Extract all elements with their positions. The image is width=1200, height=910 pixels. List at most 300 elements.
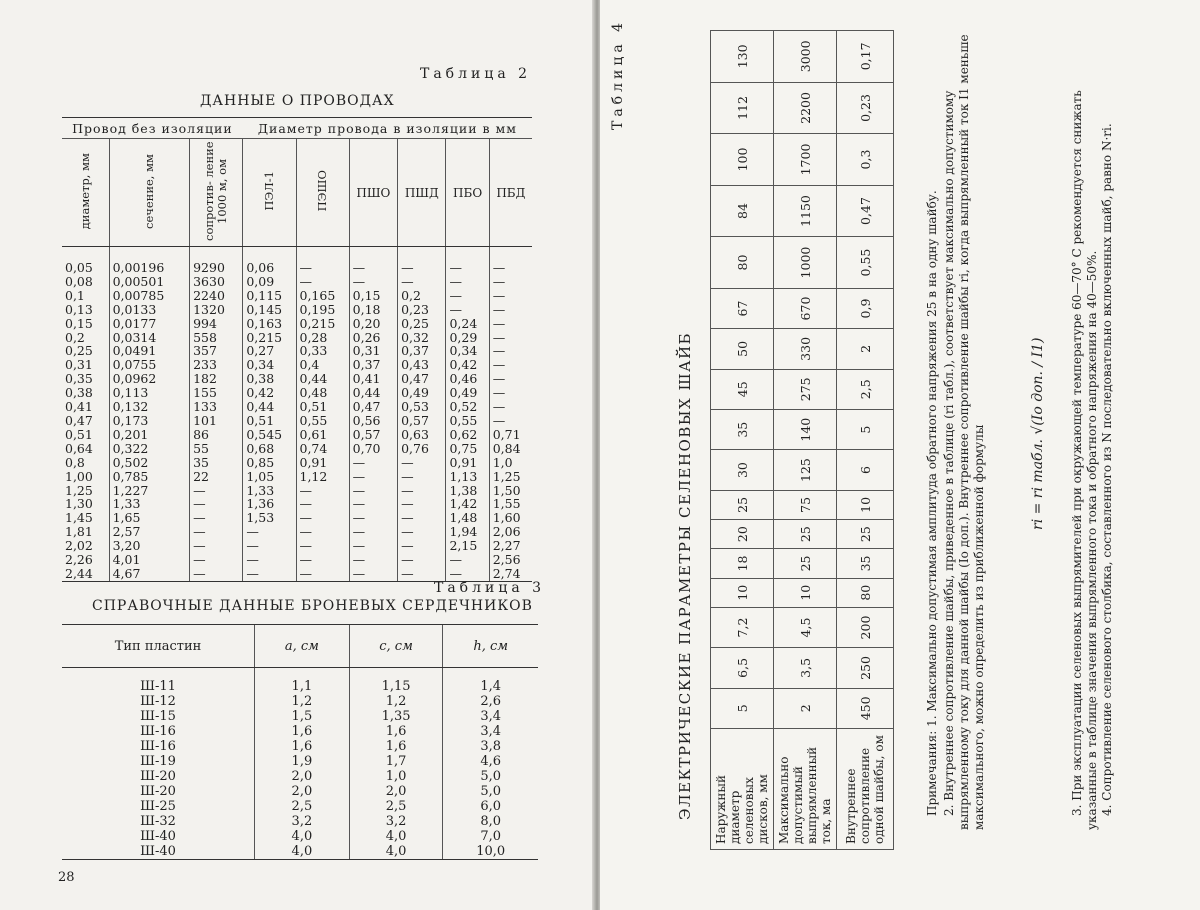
table-cell: — bbox=[489, 331, 532, 345]
table-cell: 2,27 bbox=[489, 539, 532, 553]
table-cell: 0,42 bbox=[243, 386, 296, 400]
table-cell: 1,6 bbox=[255, 724, 350, 739]
table-cell: 670 bbox=[774, 288, 837, 328]
table-cell: 84 bbox=[711, 185, 774, 237]
table-row bbox=[62, 247, 532, 275]
table-cell: 0,132 bbox=[109, 400, 190, 414]
table-cell: 0,91 bbox=[446, 456, 489, 470]
table-cell: 0,64 bbox=[65, 440, 93, 456]
table-cell: Ш-16 bbox=[140, 724, 176, 739]
table-cell: 0,33 bbox=[296, 344, 349, 358]
table-cell: — bbox=[190, 539, 243, 553]
notes bbox=[925, 30, 989, 830]
group-header-bare-wire: Провод без изоляции bbox=[62, 118, 243, 139]
table-cell: 80 bbox=[837, 578, 894, 607]
table-cell: 18 bbox=[711, 549, 774, 578]
table-cell: 3,2 bbox=[255, 814, 350, 829]
table-cell: 0,18 bbox=[349, 303, 397, 317]
table-cell: — bbox=[398, 484, 446, 498]
table-row bbox=[62, 275, 532, 289]
table-cell: Внутреннее сопротивление одной шайбы, ом bbox=[837, 729, 894, 850]
table-cell: — bbox=[349, 525, 397, 539]
table-cell: 0,0314 bbox=[109, 331, 190, 345]
table-cell: 0,0491 bbox=[109, 344, 190, 358]
table-cell: 3,4 bbox=[443, 724, 538, 739]
table-cell: 0,13 bbox=[65, 301, 93, 317]
table-cell: 0,47 bbox=[349, 400, 397, 414]
table-row bbox=[62, 553, 532, 567]
table-cell: 5,0 bbox=[443, 784, 538, 799]
table-cell: — bbox=[190, 484, 243, 498]
table-row bbox=[62, 358, 532, 372]
column-header bbox=[109, 139, 190, 247]
table-cell: 7,2 bbox=[711, 607, 774, 647]
table-cell: 4,0 bbox=[349, 844, 443, 860]
table-row bbox=[62, 784, 538, 799]
table-cell: 2,74 bbox=[489, 567, 532, 581]
table-cell: 233 bbox=[190, 358, 243, 372]
table-cell: Наружный диаметр селеновых дисков, мм bbox=[711, 729, 774, 850]
table-cell: 0,44 bbox=[243, 400, 296, 414]
table-cell: 0,9 bbox=[837, 288, 894, 328]
rotated-content bbox=[600, 0, 1200, 910]
table-cell: 2,0 bbox=[349, 784, 443, 799]
table-row bbox=[62, 484, 532, 498]
table-cell: 0,76 bbox=[398, 442, 446, 456]
table-cell: 0,62 bbox=[446, 428, 489, 442]
table-cell: 1,15 bbox=[349, 668, 443, 695]
table-cell: 0,44 bbox=[296, 372, 349, 386]
table-cell: 0,53 bbox=[398, 400, 446, 414]
table-cell: 0,115 bbox=[243, 289, 296, 303]
table3-core-data bbox=[62, 624, 538, 860]
table-cell: 1,53 bbox=[243, 511, 296, 525]
table-cell: 80 bbox=[711, 237, 774, 289]
table-cell: 3,20 bbox=[109, 539, 190, 553]
table-cell: 4,0 bbox=[349, 829, 443, 844]
table-cell: 0,165 bbox=[296, 289, 349, 303]
table-cell: Ш-19 bbox=[140, 754, 176, 769]
table-cell: 0,15 bbox=[65, 315, 93, 331]
table-cell: 0,47 bbox=[398, 372, 446, 386]
table-cell: 0,49 bbox=[398, 386, 446, 400]
table-cell: 0,37 bbox=[349, 358, 397, 372]
table-cell: 10,0 bbox=[443, 844, 538, 860]
table-cell: 1,9 bbox=[255, 754, 350, 769]
table-cell: 0,44 bbox=[349, 386, 397, 400]
table-cell: 0,52 bbox=[446, 400, 489, 414]
table-cell: 0,215 bbox=[243, 331, 296, 345]
table-cell: 0,00501 bbox=[109, 275, 190, 289]
table-cell: 0,8 bbox=[65, 454, 85, 470]
table-cell: 2 bbox=[774, 688, 837, 728]
table-row bbox=[774, 31, 837, 850]
table-cell: 75 bbox=[774, 490, 837, 519]
table-cell: 0,55 bbox=[446, 414, 489, 428]
table-cell: 0,42 bbox=[446, 358, 489, 372]
table-cell: — bbox=[489, 303, 532, 317]
note-2: 2. Внутреннее сопротивление шайбы, приведенное в таблице (ri табл.), соответствует максимально допустимому выпрямленному току для данной шайбы (Io доп.). Внутреннее сопротивление шайбы ri, когда выпрямленный ток I1 меньше максимального, можно определить из приближенной формулы bbox=[942, 34, 986, 830]
table-cell: 1,05 bbox=[243, 470, 296, 484]
table-row bbox=[62, 414, 532, 428]
table-cell: 4,5 bbox=[774, 607, 837, 647]
column-header-h: h, см bbox=[443, 625, 538, 668]
table-row bbox=[62, 814, 538, 829]
table-row bbox=[62, 799, 538, 814]
table-cell: 0,34 bbox=[243, 358, 296, 372]
table-cell: 0,163 bbox=[243, 317, 296, 331]
table-cell: — bbox=[398, 247, 446, 275]
table4-caption: Таблица 4 bbox=[610, 18, 626, 130]
table-cell: 1,2 bbox=[349, 694, 443, 709]
table-cell: 450 bbox=[837, 688, 894, 728]
table-cell: — bbox=[489, 275, 532, 289]
table-cell: 6,5 bbox=[711, 648, 774, 688]
table-cell: — bbox=[296, 247, 349, 275]
table-row bbox=[62, 317, 532, 331]
table-cell: 0,15 bbox=[349, 289, 397, 303]
table-cell: Ш-11 bbox=[140, 679, 176, 694]
table3-body bbox=[62, 668, 538, 860]
table-cell: 2240 bbox=[190, 289, 243, 303]
table-cell: 200 bbox=[837, 607, 894, 647]
table2-body bbox=[62, 247, 532, 582]
table-cell: 22 bbox=[190, 470, 243, 484]
table-cell: — bbox=[489, 247, 532, 275]
table-cell: — bbox=[489, 372, 532, 386]
table-cell: 1,1 bbox=[255, 668, 350, 695]
left-page bbox=[0, 0, 597, 910]
table-cell: 0,322 bbox=[109, 442, 190, 456]
table-cell: 0,3 bbox=[837, 134, 894, 186]
page-number: 28 bbox=[58, 870, 75, 885]
group-header-insulated-wire: Диаметр провода в изоляции в мм bbox=[243, 118, 532, 139]
table-cell: — bbox=[296, 484, 349, 498]
table3-header-row bbox=[62, 625, 538, 668]
table-cell: 1,35 bbox=[349, 709, 443, 724]
table-cell: — bbox=[296, 553, 349, 567]
table-cell: 35 bbox=[711, 409, 774, 449]
table-cell: 50 bbox=[711, 329, 774, 369]
table-cell: 25 bbox=[837, 520, 894, 549]
table-cell: 1,4 bbox=[443, 668, 538, 695]
table-cell: 3,8 bbox=[443, 739, 538, 754]
table-cell: 0,06 bbox=[243, 247, 296, 275]
table-cell: 0,145 bbox=[243, 303, 296, 317]
table-row bbox=[62, 400, 532, 414]
table-cell: 7,0 bbox=[443, 829, 538, 844]
table-cell: — bbox=[489, 414, 532, 428]
table-cell: 100 bbox=[711, 134, 774, 186]
table-cell: 357 bbox=[190, 344, 243, 358]
table-cell: Ш-20 bbox=[140, 784, 176, 799]
table-cell: 1,48 bbox=[446, 511, 489, 525]
table-cell: 0,37 bbox=[398, 344, 446, 358]
table-cell: 0,84 bbox=[489, 442, 532, 456]
table-cell: 0,51 bbox=[65, 426, 93, 442]
table-cell: — bbox=[296, 275, 349, 289]
table-cell: — bbox=[296, 497, 349, 511]
table-cell: 1,38 bbox=[446, 484, 489, 498]
table-cell: — bbox=[243, 525, 296, 539]
column-header-section: сечение, мм bbox=[141, 153, 156, 229]
table-cell: 1,00 bbox=[65, 468, 93, 484]
column-header bbox=[190, 139, 243, 247]
table-cell: 558 bbox=[190, 331, 243, 345]
table-cell: 0,201 bbox=[109, 428, 190, 442]
column-header-pesho: ПЭШО bbox=[315, 170, 330, 212]
table-cell: 25 bbox=[774, 520, 837, 549]
table-cell: — bbox=[398, 511, 446, 525]
table-cell: — bbox=[349, 511, 397, 525]
table-cell: 0,173 bbox=[109, 414, 190, 428]
table-cell: 0,09 bbox=[243, 275, 296, 289]
table-row bbox=[711, 31, 774, 850]
table-cell: 5 bbox=[837, 409, 894, 449]
table-cell: — bbox=[489, 358, 532, 372]
table-cell: 35 bbox=[837, 549, 894, 578]
table-cell: 0,48 bbox=[296, 386, 349, 400]
right-page bbox=[600, 0, 1200, 910]
table-cell: 2,15 bbox=[446, 539, 489, 553]
table-cell: 0,57 bbox=[349, 428, 397, 442]
table-cell: 0,28 bbox=[296, 331, 349, 345]
table-cell: 4,67 bbox=[109, 567, 190, 581]
note-3: 3. При эксплуатации селеновых выпрямителей при окружающей температуре 60—70° С рекомендуется снижать указанные в таблице значения выпрямленного тока и обратного напряжения на 40—50%. bbox=[1070, 90, 1099, 830]
table-cell: 0,4 bbox=[296, 358, 349, 372]
table-cell: — bbox=[243, 567, 296, 581]
table-cell: — bbox=[489, 386, 532, 400]
table-row bbox=[62, 428, 532, 442]
table-cell: 0,46 bbox=[446, 372, 489, 386]
column-header-pshd: ПШД bbox=[398, 139, 446, 247]
table-cell: — bbox=[446, 275, 489, 289]
table-cell: — bbox=[349, 553, 397, 567]
table4-title: ЭЛЕКТРИЧЕСКИЕ ПАРАМЕТРЫ СЕЛЕНОВЫХ ШАЙБ bbox=[676, 331, 694, 820]
table-row bbox=[62, 289, 532, 303]
table-cell: 55 bbox=[190, 442, 243, 456]
table-cell: 1,65 bbox=[109, 511, 190, 525]
table-row bbox=[62, 829, 538, 844]
table-cell: 0,41 bbox=[65, 399, 93, 415]
table-cell: 0,38 bbox=[65, 385, 93, 401]
table2-caption: Таблица 2 bbox=[420, 66, 532, 82]
note-1: Примечания: 1. Максимально допустимая амплитуда обратного напряжения 25 в на одну шайбу. bbox=[925, 190, 939, 816]
table-cell: 1,42 bbox=[446, 497, 489, 511]
table-cell: 4,0 bbox=[255, 844, 350, 860]
column-header-pbo: ПБО bbox=[446, 139, 489, 247]
table-cell: 3,5 bbox=[774, 648, 837, 688]
column-header-psho: ПШО bbox=[349, 139, 397, 247]
table-cell: 1,36 bbox=[243, 497, 296, 511]
table-cell: — bbox=[489, 317, 532, 331]
table-row bbox=[837, 31, 894, 850]
table-cell: 0,61 bbox=[296, 428, 349, 442]
table-cell: 0,26 bbox=[349, 331, 397, 345]
column-header-c: c, см bbox=[349, 625, 443, 668]
table-cell: 8,0 bbox=[443, 814, 538, 829]
table-cell: — bbox=[489, 400, 532, 414]
table-cell: 10 bbox=[711, 578, 774, 607]
table-cell: — bbox=[489, 344, 532, 358]
table-cell: 0,49 bbox=[446, 386, 489, 400]
table-cell: — bbox=[190, 553, 243, 567]
table-cell: 1,30 bbox=[65, 496, 93, 512]
table-cell: 0,55 bbox=[296, 414, 349, 428]
table-cell: 1,0 bbox=[489, 456, 532, 470]
table-cell: 0,75 bbox=[446, 442, 489, 456]
column-header-pbd: ПБД bbox=[489, 139, 532, 247]
table-cell: 0,0962 bbox=[109, 372, 190, 386]
table-cell: 3,2 bbox=[349, 814, 443, 829]
table-row bbox=[62, 724, 538, 739]
table-cell: — bbox=[349, 567, 397, 581]
table-cell: 2,57 bbox=[109, 525, 190, 539]
table-row bbox=[62, 331, 532, 345]
table-cell: 275 bbox=[774, 369, 837, 409]
column-header-pel1: ПЭЛ-1 bbox=[261, 171, 276, 211]
column-header-plate-type: Тип пластин bbox=[62, 625, 255, 668]
table-cell: 2,06 bbox=[489, 525, 532, 539]
table-cell: 30 bbox=[711, 450, 774, 490]
table-cell: — bbox=[398, 525, 446, 539]
table-row bbox=[62, 303, 532, 317]
table-cell: 0,55 bbox=[837, 237, 894, 289]
table-cell: 0,545 bbox=[243, 428, 296, 442]
table-cell: Максимально допустимый выпрямленный ток, ма bbox=[774, 729, 837, 850]
table-cell: 1,55 bbox=[489, 497, 532, 511]
table-cell: — bbox=[446, 567, 489, 581]
table-cell: 1,33 bbox=[109, 497, 190, 511]
table-cell: Ш-40 bbox=[140, 829, 176, 844]
table-cell: 1,25 bbox=[65, 482, 93, 498]
table-cell: 125 bbox=[774, 450, 837, 490]
table-cell: 155 bbox=[190, 386, 243, 400]
table-cell: 133 bbox=[190, 400, 243, 414]
table2-group-header-row bbox=[62, 118, 532, 139]
table-cell: 130 bbox=[711, 31, 774, 83]
table-cell: 1,6 bbox=[349, 739, 443, 754]
table-cell: 1,5 bbox=[255, 709, 350, 724]
table-cell: 0,63 bbox=[398, 428, 446, 442]
table-row bbox=[62, 386, 532, 400]
table-cell: 2,0 bbox=[255, 769, 350, 784]
table-cell: — bbox=[190, 525, 243, 539]
table3-title: СПРАВОЧНЫЕ ДАННЫЕ БРОНЕВЫХ СЕРДЕЧНИКОВ bbox=[92, 598, 533, 614]
table-cell: 2,0 bbox=[255, 784, 350, 799]
table-cell: 0,34 bbox=[446, 344, 489, 358]
table-cell: 994 bbox=[190, 317, 243, 331]
table-cell: 0,25 bbox=[398, 317, 446, 331]
table-row bbox=[62, 844, 538, 860]
table-cell: Ш-20 bbox=[140, 769, 176, 784]
table-cell: 0,1 bbox=[65, 287, 85, 303]
table-cell: 0,85 bbox=[243, 456, 296, 470]
table-cell: 2,5 bbox=[837, 369, 894, 409]
table2-wire-data bbox=[62, 117, 532, 582]
table-cell: — bbox=[398, 497, 446, 511]
table-cell: 1,45 bbox=[65, 510, 93, 526]
table-cell: 1700 bbox=[774, 134, 837, 186]
table-cell: Ш-25 bbox=[140, 799, 176, 814]
table-cell: 0,57 bbox=[398, 414, 446, 428]
table-cell: 4,0 bbox=[255, 829, 350, 844]
table-cell: 1000 bbox=[774, 237, 837, 289]
table-cell: Ш-40 bbox=[62, 844, 255, 860]
table-cell: — bbox=[446, 553, 489, 567]
table-cell: Ш-15 bbox=[140, 709, 176, 724]
table-row bbox=[62, 525, 532, 539]
table-cell: 2 bbox=[837, 329, 894, 369]
table-cell: 1,227 bbox=[109, 484, 190, 498]
table-cell: 2,6 bbox=[443, 694, 538, 709]
table-cell: 86 bbox=[190, 428, 243, 442]
table-cell: — bbox=[398, 567, 446, 581]
table-cell: 1,50 bbox=[489, 484, 532, 498]
table-cell: Ш-12 bbox=[140, 694, 176, 709]
table-cell: 0,51 bbox=[296, 400, 349, 414]
column-header bbox=[62, 139, 109, 247]
table-cell: 182 bbox=[190, 372, 243, 386]
column-header bbox=[296, 139, 349, 247]
table-cell: 0,51 bbox=[243, 414, 296, 428]
table-cell: 1,25 bbox=[489, 470, 532, 484]
table-cell: — bbox=[349, 484, 397, 498]
table-cell: 5 bbox=[711, 688, 774, 728]
table-cell: 25 bbox=[711, 490, 774, 519]
table-cell: 2,56 bbox=[489, 553, 532, 567]
table-cell: — bbox=[446, 303, 489, 317]
table-cell: — bbox=[446, 247, 489, 275]
table-row bbox=[62, 344, 532, 358]
column-header-diameter: диаметр, мм bbox=[77, 152, 92, 230]
table-row bbox=[62, 668, 538, 695]
table-cell: 0,31 bbox=[65, 357, 93, 373]
table2-title: ДАННЫЕ О ПРОВОДАХ bbox=[200, 93, 395, 109]
table-cell: 35 bbox=[190, 456, 243, 470]
table-cell: 0,91 bbox=[296, 456, 349, 470]
table-cell: — bbox=[349, 539, 397, 553]
table-cell: 1,60 bbox=[489, 511, 532, 525]
table-cell: 1,81 bbox=[65, 524, 93, 540]
table-cell: 0,47 bbox=[65, 412, 93, 428]
table-cell: 330 bbox=[774, 329, 837, 369]
table-cell: 0,17 bbox=[837, 31, 894, 83]
table-row bbox=[62, 739, 538, 754]
table-cell: 2,02 bbox=[65, 538, 93, 554]
table-cell: — bbox=[190, 511, 243, 525]
table-cell: — bbox=[349, 456, 397, 470]
table-cell: — bbox=[296, 539, 349, 553]
table-cell: 0,0133 bbox=[109, 303, 190, 317]
table-row bbox=[62, 539, 532, 553]
table-cell: 0,68 bbox=[243, 442, 296, 456]
table-cell: 0,25 bbox=[65, 343, 93, 359]
table-cell: 112 bbox=[711, 82, 774, 134]
column-header-a: a, см bbox=[255, 625, 350, 668]
table-cell: 0,29 bbox=[446, 331, 489, 345]
table-cell: 0,2 bbox=[398, 289, 446, 303]
table-cell: — bbox=[446, 289, 489, 303]
table-cell: 2,26 bbox=[65, 552, 93, 568]
table-cell: 1,12 bbox=[296, 470, 349, 484]
table-cell: — bbox=[349, 247, 397, 275]
table-cell: 4,01 bbox=[109, 553, 190, 567]
table-cell: — bbox=[190, 567, 243, 581]
table-cell: — bbox=[349, 275, 397, 289]
table-cell: 1320 bbox=[190, 303, 243, 317]
table-cell: 0,71 bbox=[489, 428, 532, 442]
